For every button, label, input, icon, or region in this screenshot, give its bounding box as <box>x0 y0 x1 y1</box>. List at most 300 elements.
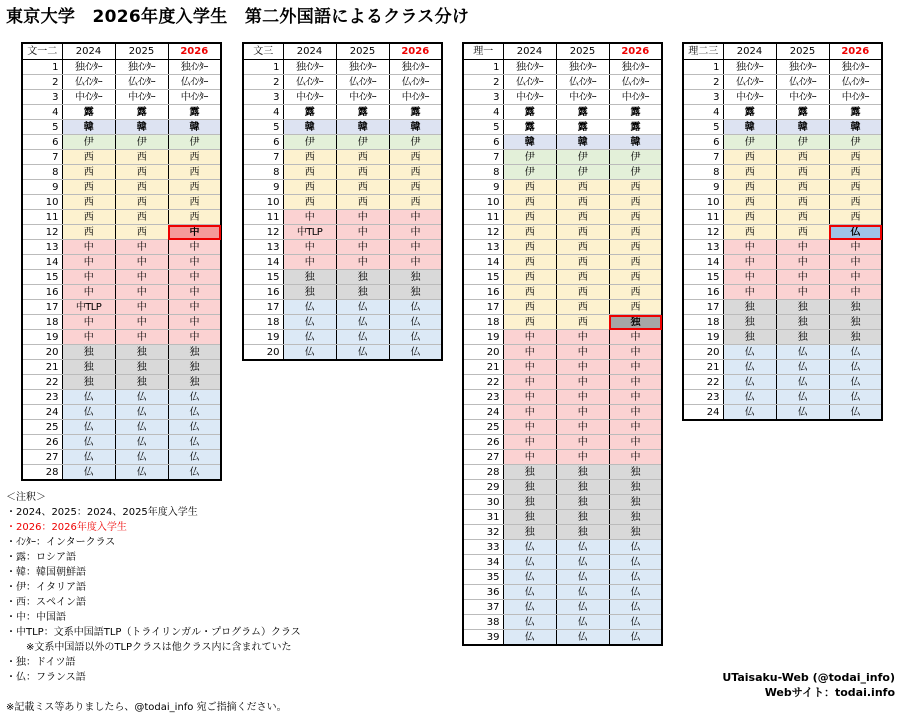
language-cell: 中 <box>776 285 829 300</box>
table-row <box>683 375 882 390</box>
language-cell: 西 <box>503 195 556 210</box>
language-cell: 西 <box>556 210 609 225</box>
language-cell: 独 <box>556 525 609 540</box>
table-row <box>463 360 662 375</box>
table-row <box>683 210 882 225</box>
language-cell: 西 <box>168 150 221 165</box>
language-cell: 西 <box>723 180 776 195</box>
year-header-2025: 2025 <box>776 43 829 60</box>
language-cell: 中ｲﾝﾀｰ <box>336 90 389 105</box>
class-number: 16 <box>463 285 503 300</box>
language-cell: 仏ｲﾝﾀｰ <box>168 75 221 90</box>
language-cell: 独 <box>115 360 168 375</box>
class-number: 12 <box>22 225 62 240</box>
language-cell: 西 <box>609 195 662 210</box>
language-cell: 仏 <box>609 600 662 615</box>
table-row <box>463 405 662 420</box>
language-cell: 仏ｲﾝﾀｰ <box>609 75 662 90</box>
language-cell: 独 <box>168 375 221 390</box>
class-number: 4 <box>22 105 62 120</box>
language-cell: 仏 <box>389 330 442 345</box>
language-cell: 中 <box>283 240 336 255</box>
year-header-2024: 2024 <box>283 43 336 60</box>
table-row <box>22 465 221 481</box>
language-cell: 独ｲﾝﾀｰ <box>609 60 662 75</box>
language-cell: 仏 <box>115 465 168 481</box>
language-cell: 露 <box>62 105 115 120</box>
table-row <box>243 165 442 180</box>
table-row <box>22 225 221 240</box>
language-cell: 仏ｲﾝﾀｰ <box>776 75 829 90</box>
note-line: ・2024、2025：2024、2025年度入学生 <box>6 507 198 518</box>
class-number: 4 <box>463 105 503 120</box>
language-cell: 独 <box>556 495 609 510</box>
table-header-row <box>463 43 662 60</box>
language-cell: 仏 <box>723 345 776 360</box>
class-number: 33 <box>463 540 503 555</box>
class-number: 6 <box>463 135 503 150</box>
language-cell: 中 <box>336 225 389 240</box>
language-cell: 韓 <box>115 120 168 135</box>
table-row <box>243 270 442 285</box>
language-cell: 仏ｲﾝﾀｰ <box>829 75 882 90</box>
table-row <box>22 255 221 270</box>
language-cell: 仏ｲﾝﾀｰ <box>503 75 556 90</box>
class-number: 17 <box>22 300 62 315</box>
language-cell: 西 <box>609 240 662 255</box>
language-cell: 韓 <box>168 120 221 135</box>
language-cell: 中 <box>556 390 609 405</box>
language-cell: 中 <box>776 240 829 255</box>
note-line: ・伊：イタリア語 <box>6 582 86 593</box>
class-number: 6 <box>243 135 283 150</box>
language-cell: 韓 <box>283 120 336 135</box>
language-cell: 独ｲﾝﾀｰ <box>115 60 168 75</box>
language-cell: 仏 <box>115 435 168 450</box>
language-cell: 独 <box>829 330 882 345</box>
language-cell: 仏 <box>609 630 662 646</box>
language-cell: 仏 <box>829 390 882 405</box>
table-header-row <box>22 43 221 60</box>
language-cell: 西 <box>723 195 776 210</box>
language-cell: 独 <box>776 315 829 330</box>
language-cell: 中ｲﾝﾀｰ <box>829 90 882 105</box>
language-cell: 独 <box>776 330 829 345</box>
language-cell: 仏 <box>336 330 389 345</box>
table-row <box>463 60 662 75</box>
language-cell: 西 <box>115 210 168 225</box>
language-cell: 独 <box>503 510 556 525</box>
language-cell: 韓 <box>389 120 442 135</box>
language-cell: 西 <box>556 285 609 300</box>
language-cell: 西 <box>115 180 168 195</box>
language-cell: 仏 <box>556 555 609 570</box>
class-number: 2 <box>683 75 723 90</box>
note-line: ・独：ドイツ語 <box>6 657 76 668</box>
table-row <box>22 450 221 465</box>
year-header-2026: 2026 <box>168 43 221 60</box>
language-cell: 露 <box>556 120 609 135</box>
table-row <box>22 360 221 375</box>
language-cell: 西 <box>503 285 556 300</box>
class-number: 35 <box>463 570 503 585</box>
language-cell: 西 <box>829 165 882 180</box>
class-number: 29 <box>463 480 503 495</box>
language-cell: 西 <box>829 210 882 225</box>
class-number: 32 <box>463 525 503 540</box>
language-cell: 中 <box>503 435 556 450</box>
language-cell: 中 <box>503 405 556 420</box>
language-cell: 独 <box>283 270 336 285</box>
class-table-bun12 <box>21 42 222 481</box>
year-header-2025: 2025 <box>115 43 168 60</box>
class-number: 11 <box>243 210 283 225</box>
table-row <box>243 345 442 361</box>
language-cell: 中 <box>283 210 336 225</box>
language-cell: 中ｲﾝﾀｰ <box>62 90 115 105</box>
language-cell: 仏 <box>776 375 829 390</box>
language-cell: 西 <box>389 180 442 195</box>
language-cell: 西 <box>503 300 556 315</box>
class-number: 23 <box>22 390 62 405</box>
language-cell: 中 <box>829 240 882 255</box>
class-number: 20 <box>463 345 503 360</box>
language-cell: 韓 <box>776 120 829 135</box>
language-cell: 露 <box>556 105 609 120</box>
language-cell: 西 <box>776 165 829 180</box>
class-number: 5 <box>22 120 62 135</box>
table-row <box>463 525 662 540</box>
class-number: 4 <box>683 105 723 120</box>
language-cell: 西 <box>168 180 221 195</box>
language-cell: 西 <box>283 150 336 165</box>
table-row <box>22 315 221 330</box>
language-cell: 西 <box>115 225 168 240</box>
year-header-2025: 2025 <box>336 43 389 60</box>
table-row <box>22 135 221 150</box>
class-number: 14 <box>683 255 723 270</box>
table-row <box>22 270 221 285</box>
table-row <box>683 180 882 195</box>
language-cell: 中 <box>503 390 556 405</box>
language-cell: 西 <box>723 225 776 240</box>
language-cell: 中 <box>723 270 776 285</box>
language-cell: 仏 <box>723 375 776 390</box>
class-number: 30 <box>463 495 503 510</box>
class-number: 10 <box>243 195 283 210</box>
language-cell: 仏 <box>556 570 609 585</box>
class-number: 11 <box>463 210 503 225</box>
class-number: 4 <box>243 105 283 120</box>
language-cell: 独ｲﾝﾀｰ <box>723 60 776 75</box>
class-number: 20 <box>243 345 283 361</box>
table-row <box>463 390 662 405</box>
language-cell: 西 <box>389 195 442 210</box>
table-row <box>463 165 662 180</box>
language-cell: 西 <box>115 195 168 210</box>
language-cell: 仏 <box>776 390 829 405</box>
language-cell: 西 <box>776 210 829 225</box>
table-row <box>243 315 442 330</box>
language-cell: 独 <box>723 315 776 330</box>
language-cell: 仏 <box>609 555 662 570</box>
table-row <box>463 555 662 570</box>
language-cell: 露 <box>829 105 882 120</box>
language-cell: 仏 <box>115 450 168 465</box>
language-cell: 仏 <box>829 360 882 375</box>
table-row <box>22 345 221 360</box>
class-number: 6 <box>683 135 723 150</box>
language-cell: 伊 <box>776 135 829 150</box>
language-cell: 西 <box>168 165 221 180</box>
credit <box>722 670 895 700</box>
language-cell: 独 <box>115 375 168 390</box>
class-number: 2 <box>243 75 283 90</box>
note-line: ・中：中国語 <box>6 612 66 623</box>
language-cell: 仏 <box>723 360 776 375</box>
class-number: 16 <box>22 285 62 300</box>
language-cell: 仏 <box>168 420 221 435</box>
language-cell: 中 <box>62 315 115 330</box>
language-cell: 西 <box>336 195 389 210</box>
language-cell: 中 <box>609 360 662 375</box>
table-header-row <box>683 43 882 60</box>
language-cell: 中ｲﾝﾀｰ <box>556 90 609 105</box>
language-cell: 中TLP <box>283 225 336 240</box>
language-cell: 中 <box>609 390 662 405</box>
language-cell: 露 <box>609 120 662 135</box>
language-cell: 西 <box>556 270 609 285</box>
table-row <box>463 210 662 225</box>
language-cell: 独 <box>168 360 221 375</box>
table-faculty-label: 理二三 <box>683 43 723 60</box>
year-header-2026: 2026 <box>829 43 882 60</box>
language-cell: 西 <box>556 240 609 255</box>
language-cell: 中ｲﾝﾀｰ <box>115 90 168 105</box>
language-cell: 独 <box>389 285 442 300</box>
language-cell: 独 <box>115 345 168 360</box>
table-faculty-label: 理一 <box>463 43 503 60</box>
language-cell: 韓 <box>336 120 389 135</box>
language-cell: 西 <box>503 270 556 285</box>
language-cell: 韓 <box>62 120 115 135</box>
language-cell: 中ｲﾝﾀｰ <box>389 90 442 105</box>
table-row <box>463 540 662 555</box>
table-row <box>683 165 882 180</box>
language-cell: 伊 <box>609 165 662 180</box>
class-number: 17 <box>463 300 503 315</box>
class-number: 25 <box>463 420 503 435</box>
table-row <box>463 240 662 255</box>
language-cell: 中 <box>336 210 389 225</box>
class-number: 1 <box>683 60 723 75</box>
language-cell: 露 <box>723 105 776 120</box>
language-cell: 仏ｲﾝﾀｰ <box>389 75 442 90</box>
language-cell: 中 <box>609 435 662 450</box>
language-cell: 仏 <box>556 600 609 615</box>
language-cell: 仏 <box>829 375 882 390</box>
table-row <box>683 255 882 270</box>
language-cell: 中 <box>503 450 556 465</box>
language-cell: 独 <box>62 345 115 360</box>
language-cell: 中 <box>115 285 168 300</box>
language-cell: 中 <box>168 315 221 330</box>
year-header-2024: 2024 <box>503 43 556 60</box>
language-cell: 西 <box>503 315 556 330</box>
table-row <box>22 405 221 420</box>
table-row <box>683 300 882 315</box>
notes-heading: ＜注釈＞ <box>6 492 46 503</box>
table-row <box>22 120 221 135</box>
language-cell: 伊 <box>115 135 168 150</box>
table-row <box>22 150 221 165</box>
language-cell: 中 <box>776 270 829 285</box>
language-cell: 西 <box>609 180 662 195</box>
language-cell: 中 <box>556 405 609 420</box>
language-cell: 中 <box>829 285 882 300</box>
language-cell: 仏 <box>556 540 609 555</box>
class-number: 38 <box>463 615 503 630</box>
note-line: ・韓：韓国朝鮮語 <box>6 567 86 578</box>
language-cell: 西 <box>723 165 776 180</box>
class-number: 6 <box>22 135 62 150</box>
class-number: 8 <box>22 165 62 180</box>
language-cell: 仏 <box>168 465 221 481</box>
class-number: 8 <box>463 165 503 180</box>
table-row <box>683 225 882 240</box>
year-header-2024: 2024 <box>723 43 776 60</box>
language-cell: 西 <box>283 180 336 195</box>
language-cell: 中 <box>609 420 662 435</box>
language-cell: 西 <box>62 195 115 210</box>
language-cell: 仏 <box>609 615 662 630</box>
language-cell: 韓 <box>723 120 776 135</box>
language-cell: 中 <box>168 255 221 270</box>
language-cell: 伊 <box>168 135 221 150</box>
table-row <box>22 60 221 75</box>
class-number: 7 <box>22 150 62 165</box>
table-row <box>243 60 442 75</box>
language-cell: 仏 <box>556 585 609 600</box>
table-row <box>243 195 442 210</box>
table-row <box>463 420 662 435</box>
class-number: 20 <box>22 345 62 360</box>
class-number: 14 <box>243 255 283 270</box>
language-cell: 独 <box>336 285 389 300</box>
language-cell: 中 <box>829 270 882 285</box>
language-cell: 仏 <box>503 600 556 615</box>
language-cell: 西 <box>723 150 776 165</box>
table-row <box>463 510 662 525</box>
table-row <box>22 330 221 345</box>
language-cell: 独 <box>776 300 829 315</box>
language-cell-changed: 独 <box>609 315 662 330</box>
class-number: 11 <box>683 210 723 225</box>
language-cell: 中 <box>62 240 115 255</box>
language-cell: 西 <box>62 150 115 165</box>
language-cell: 中 <box>62 270 115 285</box>
language-cell: 西 <box>62 225 115 240</box>
language-cell: 西 <box>556 195 609 210</box>
language-cell: 西 <box>283 165 336 180</box>
language-cell: 中 <box>168 285 221 300</box>
language-cell: 仏 <box>336 315 389 330</box>
table-row <box>463 270 662 285</box>
language-cell: 中 <box>556 360 609 375</box>
language-cell: 西 <box>168 195 221 210</box>
language-cell: 中 <box>115 330 168 345</box>
language-cell: 独 <box>723 300 776 315</box>
language-cell: 仏 <box>62 420 115 435</box>
language-cell: 中 <box>609 405 662 420</box>
language-cell: 独 <box>62 360 115 375</box>
class-number: 9 <box>463 180 503 195</box>
language-cell: 中 <box>115 300 168 315</box>
language-cell: 仏ｲﾝﾀｰ <box>723 75 776 90</box>
language-cell: 西 <box>336 150 389 165</box>
language-cell: 中 <box>556 345 609 360</box>
language-cell: 中 <box>723 240 776 255</box>
language-cell: 独 <box>609 480 662 495</box>
class-number: 3 <box>683 90 723 105</box>
class-number: 23 <box>463 390 503 405</box>
table-row <box>22 375 221 390</box>
language-cell: 西 <box>503 240 556 255</box>
class-number: 1 <box>22 60 62 75</box>
language-cell: 西 <box>829 150 882 165</box>
language-cell: 独ｲﾝﾀｰ <box>829 60 882 75</box>
language-cell: 中 <box>609 375 662 390</box>
language-cell: 露 <box>168 105 221 120</box>
table-row <box>463 120 662 135</box>
class-number: 8 <box>683 165 723 180</box>
table-row <box>463 450 662 465</box>
table-row <box>22 105 221 120</box>
table-row <box>463 330 662 345</box>
class-table-bun3 <box>242 42 443 361</box>
language-cell: 中 <box>556 435 609 450</box>
language-cell: 西 <box>829 180 882 195</box>
language-cell: 仏 <box>389 345 442 361</box>
class-number: 16 <box>243 285 283 300</box>
class-number: 14 <box>463 255 503 270</box>
credit-website: Webサイト：todai.info <box>764 686 895 699</box>
table-row <box>463 150 662 165</box>
language-cell: 仏 <box>115 390 168 405</box>
table-row <box>243 105 442 120</box>
table-row <box>243 210 442 225</box>
table-row <box>22 180 221 195</box>
language-cell: 独ｲﾝﾀｰ <box>776 60 829 75</box>
table-row <box>463 600 662 615</box>
language-cell: 仏 <box>723 405 776 421</box>
language-cell: 独 <box>283 285 336 300</box>
language-cell: 西 <box>503 255 556 270</box>
language-cell: 仏 <box>115 405 168 420</box>
class-table-ri23 <box>682 42 883 421</box>
class-number: 9 <box>243 180 283 195</box>
table-row <box>683 270 882 285</box>
language-cell: 中 <box>609 345 662 360</box>
table-row <box>463 585 662 600</box>
class-number: 18 <box>683 315 723 330</box>
note-line: ・2026：2026年度入学生 <box>6 522 127 533</box>
table-row <box>463 435 662 450</box>
language-cell: 独 <box>609 525 662 540</box>
table-row <box>243 120 442 135</box>
note-line: ・中TLP：文系中国語TLP（トライリンガル・プログラム）クラス <box>6 627 301 638</box>
table-row <box>683 360 882 375</box>
